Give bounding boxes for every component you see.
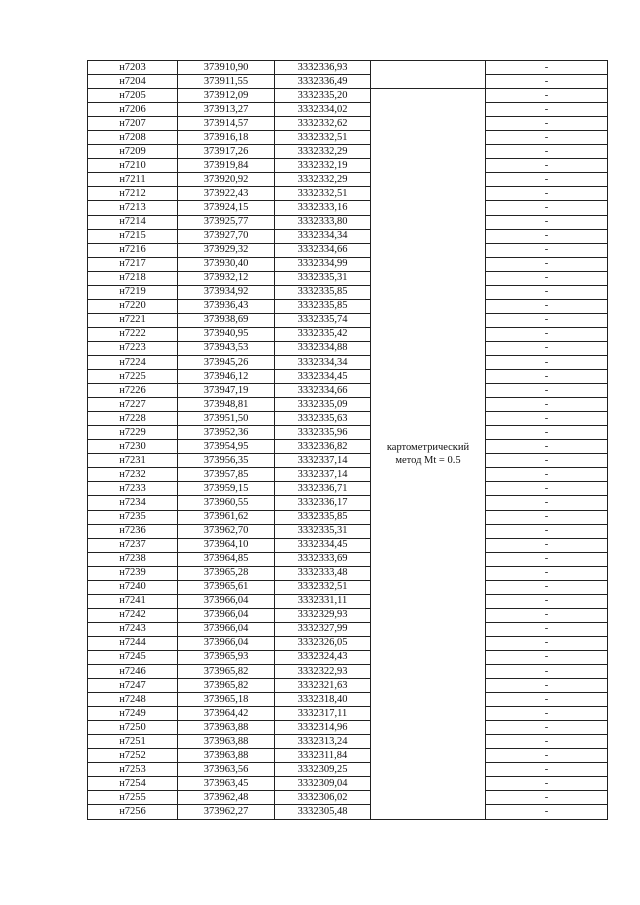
note-cell: - xyxy=(486,327,608,341)
note-cell: - xyxy=(486,159,608,173)
table-row xyxy=(88,229,608,243)
point-id-cell: н7241 xyxy=(88,594,178,608)
table-row xyxy=(88,89,608,103)
x-coordinate-cell: 373962,48 xyxy=(178,791,275,805)
note-cell: - xyxy=(486,636,608,650)
table-row xyxy=(88,763,608,777)
table-row xyxy=(88,426,608,440)
point-id-cell: н7219 xyxy=(88,285,178,299)
y-coordinate-cell: 3332335,09 xyxy=(275,398,371,412)
note-cell: - xyxy=(486,538,608,552)
table-row xyxy=(88,398,608,412)
x-coordinate-cell: 373916,18 xyxy=(178,131,275,145)
table-row xyxy=(88,75,608,89)
table-row xyxy=(88,370,608,384)
table-row xyxy=(88,665,608,679)
x-coordinate-cell: 373924,15 xyxy=(178,201,275,215)
x-coordinate-cell: 373964,85 xyxy=(178,552,275,566)
x-coordinate-cell: 373910,90 xyxy=(178,61,275,75)
x-coordinate-cell: 373964,42 xyxy=(178,707,275,721)
y-coordinate-cell: 3332321,63 xyxy=(275,679,371,693)
note-cell: - xyxy=(486,370,608,384)
y-coordinate-cell: 3332309,04 xyxy=(275,777,371,791)
point-id-cell: н7247 xyxy=(88,679,178,693)
x-coordinate-cell: 373966,04 xyxy=(178,622,275,636)
point-id-cell: н7240 xyxy=(88,580,178,594)
x-coordinate-cell: 373919,84 xyxy=(178,159,275,173)
x-coordinate-cell: 373911,55 xyxy=(178,75,275,89)
table-row xyxy=(88,103,608,117)
x-coordinate-cell: 373965,28 xyxy=(178,566,275,580)
note-cell: - xyxy=(486,791,608,805)
note-cell: - xyxy=(486,468,608,482)
x-coordinate-cell: 373946,12 xyxy=(178,370,275,384)
method-name: картометрический xyxy=(386,441,470,453)
point-id-cell: н7250 xyxy=(88,721,178,735)
note-cell: - xyxy=(486,229,608,243)
point-id-cell: н7216 xyxy=(88,243,178,257)
y-coordinate-cell: 3332335,31 xyxy=(275,271,371,285)
x-coordinate-cell: 373938,69 xyxy=(178,313,275,327)
point-id-cell: н7224 xyxy=(88,355,178,369)
x-coordinate-cell: 373964,10 xyxy=(178,538,275,552)
y-coordinate-cell: 3332332,51 xyxy=(275,131,371,145)
x-coordinate-cell: 373943,53 xyxy=(178,341,275,355)
point-id-cell: н7226 xyxy=(88,384,178,398)
point-id-cell: н7203 xyxy=(88,61,178,75)
point-id-cell: н7253 xyxy=(88,763,178,777)
note-cell: - xyxy=(486,398,608,412)
note-cell: - xyxy=(486,313,608,327)
point-id-cell: н7231 xyxy=(88,454,178,468)
y-coordinate-cell: 3332311,84 xyxy=(275,749,371,763)
note-cell: - xyxy=(486,594,608,608)
x-coordinate-cell: 373966,04 xyxy=(178,636,275,650)
y-coordinate-cell: 3332335,63 xyxy=(275,412,371,426)
y-coordinate-cell: 3332335,85 xyxy=(275,299,371,313)
y-coordinate-cell: 3332334,45 xyxy=(275,538,371,552)
point-id-cell: н7238 xyxy=(88,552,178,566)
note-cell: - xyxy=(486,707,608,721)
note-cell: - xyxy=(486,299,608,313)
y-coordinate-cell: 3332332,29 xyxy=(275,145,371,159)
note-cell: - xyxy=(486,721,608,735)
note-cell: - xyxy=(486,580,608,594)
point-id-cell: н7243 xyxy=(88,622,178,636)
y-coordinate-cell: 3332335,42 xyxy=(275,327,371,341)
y-coordinate-cell: 3332322,93 xyxy=(275,665,371,679)
note-cell: - xyxy=(486,552,608,566)
x-coordinate-cell: 373945,26 xyxy=(178,355,275,369)
x-coordinate-cell: 373922,43 xyxy=(178,187,275,201)
note-cell: - xyxy=(486,215,608,229)
x-coordinate-cell: 373965,61 xyxy=(178,580,275,594)
point-id-cell: н7255 xyxy=(88,791,178,805)
x-coordinate-cell: 373965,82 xyxy=(178,679,275,693)
note-cell: - xyxy=(486,566,608,580)
y-coordinate-cell: 3332305,48 xyxy=(275,805,371,819)
x-coordinate-cell: 373913,27 xyxy=(178,103,275,117)
table-row xyxy=(88,271,608,285)
point-id-cell: н7256 xyxy=(88,805,178,819)
table-row xyxy=(88,384,608,398)
note-cell: - xyxy=(486,412,608,426)
y-coordinate-cell: 3332317,11 xyxy=(275,707,371,721)
y-coordinate-cell: 3332332,62 xyxy=(275,117,371,131)
y-coordinate-cell: 3332333,69 xyxy=(275,552,371,566)
note-cell: - xyxy=(486,145,608,159)
note-cell: - xyxy=(486,482,608,496)
note-cell: - xyxy=(486,454,608,468)
x-coordinate-cell: 373914,57 xyxy=(178,117,275,131)
table-row xyxy=(88,131,608,145)
note-cell: - xyxy=(486,777,608,791)
y-coordinate-cell: 3332332,51 xyxy=(275,580,371,594)
x-coordinate-cell: 373940,95 xyxy=(178,327,275,341)
note-cell: - xyxy=(486,257,608,271)
x-coordinate-cell: 373934,92 xyxy=(178,285,275,299)
table-row xyxy=(88,791,608,805)
point-id-cell: н7210 xyxy=(88,159,178,173)
point-id-cell: н7222 xyxy=(88,327,178,341)
point-id-cell: н7254 xyxy=(88,777,178,791)
x-coordinate-cell: 373965,82 xyxy=(178,665,275,679)
note-cell: - xyxy=(486,201,608,215)
y-coordinate-cell: 3332324,43 xyxy=(275,650,371,664)
y-coordinate-cell: 3332329,93 xyxy=(275,608,371,622)
point-id-cell: н7225 xyxy=(88,370,178,384)
table-row xyxy=(88,117,608,131)
note-cell: - xyxy=(486,285,608,299)
note-cell: - xyxy=(486,608,608,622)
table-row xyxy=(88,566,608,580)
note-cell: - xyxy=(486,510,608,524)
method-cell-empty xyxy=(371,61,486,89)
note-cell: - xyxy=(486,665,608,679)
y-coordinate-cell: 3332332,51 xyxy=(275,187,371,201)
point-id-cell: н7246 xyxy=(88,665,178,679)
x-coordinate-cell: 373966,04 xyxy=(178,594,275,608)
x-coordinate-cell: 373963,88 xyxy=(178,749,275,763)
note-cell: - xyxy=(486,89,608,103)
table-row xyxy=(88,482,608,496)
y-coordinate-cell: 3332335,74 xyxy=(275,313,371,327)
point-id-cell: н7236 xyxy=(88,524,178,538)
table-row xyxy=(88,693,608,707)
table-row xyxy=(88,524,608,538)
point-id-cell: н7227 xyxy=(88,398,178,412)
y-coordinate-cell: 3332335,31 xyxy=(275,524,371,538)
note-cell: - xyxy=(486,355,608,369)
x-coordinate-cell: 373920,92 xyxy=(178,173,275,187)
point-id-cell: н7204 xyxy=(88,75,178,89)
x-coordinate-cell: 373965,18 xyxy=(178,693,275,707)
table-row xyxy=(88,257,608,271)
coordinates-table-body xyxy=(88,61,608,820)
x-coordinate-cell: 373966,04 xyxy=(178,608,275,622)
x-coordinate-cell: 373930,40 xyxy=(178,257,275,271)
point-id-cell: н7212 xyxy=(88,187,178,201)
y-coordinate-cell: 3332334,45 xyxy=(275,370,371,384)
y-coordinate-cell: 3332331,11 xyxy=(275,594,371,608)
note-cell: - xyxy=(486,103,608,117)
x-coordinate-cell: 373917,26 xyxy=(178,145,275,159)
note-cell: - xyxy=(486,173,608,187)
point-id-cell: н7230 xyxy=(88,440,178,454)
table-row xyxy=(88,735,608,749)
y-coordinate-cell: 3332337,14 xyxy=(275,468,371,482)
note-cell: - xyxy=(486,805,608,819)
table-row xyxy=(88,440,608,454)
x-coordinate-cell: 373912,09 xyxy=(178,89,275,103)
point-id-cell: н7214 xyxy=(88,215,178,229)
y-coordinate-cell: 3332336,49 xyxy=(275,75,371,89)
method-cell xyxy=(371,89,486,819)
y-coordinate-cell: 3332336,93 xyxy=(275,61,371,75)
x-coordinate-cell: 373963,45 xyxy=(178,777,275,791)
x-coordinate-cell: 373963,88 xyxy=(178,721,275,735)
table-row xyxy=(88,187,608,201)
point-id-cell: н7245 xyxy=(88,650,178,664)
x-coordinate-cell: 373957,85 xyxy=(178,468,275,482)
y-coordinate-cell: 3332334,34 xyxy=(275,229,371,243)
x-coordinate-cell: 373947,19 xyxy=(178,384,275,398)
point-id-cell: н7252 xyxy=(88,749,178,763)
x-coordinate-cell: 373954,95 xyxy=(178,440,275,454)
point-id-cell: н7239 xyxy=(88,566,178,580)
y-coordinate-cell: 3332333,16 xyxy=(275,201,371,215)
y-coordinate-cell: 3332334,99 xyxy=(275,257,371,271)
y-coordinate-cell: 3332332,29 xyxy=(275,173,371,187)
point-id-cell: н7218 xyxy=(88,271,178,285)
x-coordinate-cell: 373963,56 xyxy=(178,763,275,777)
y-coordinate-cell: 3332335,85 xyxy=(275,285,371,299)
note-cell: - xyxy=(486,271,608,285)
x-coordinate-cell: 373959,15 xyxy=(178,482,275,496)
table-row xyxy=(88,201,608,215)
coordinates-table xyxy=(87,60,608,820)
y-coordinate-cell: 3332336,17 xyxy=(275,496,371,510)
point-id-cell: н7248 xyxy=(88,693,178,707)
note-cell: - xyxy=(486,341,608,355)
x-coordinate-cell: 373961,62 xyxy=(178,510,275,524)
point-id-cell: н7233 xyxy=(88,482,178,496)
table-row xyxy=(88,510,608,524)
x-coordinate-cell: 373932,12 xyxy=(178,271,275,285)
table-row xyxy=(88,679,608,693)
x-coordinate-cell: 373927,70 xyxy=(178,229,275,243)
note-cell: - xyxy=(486,117,608,131)
y-coordinate-cell: 3332334,66 xyxy=(275,384,371,398)
table-row xyxy=(88,650,608,664)
y-coordinate-cell: 3332309,25 xyxy=(275,763,371,777)
y-coordinate-cell: 3332334,02 xyxy=(275,103,371,117)
note-cell: - xyxy=(486,749,608,763)
note-cell: - xyxy=(486,524,608,538)
y-coordinate-cell: 3332336,82 xyxy=(275,440,371,454)
y-coordinate-cell: 3332336,71 xyxy=(275,482,371,496)
note-cell: - xyxy=(486,650,608,664)
y-coordinate-cell: 3332313,24 xyxy=(275,735,371,749)
table-row xyxy=(88,454,608,468)
point-id-cell: н7215 xyxy=(88,229,178,243)
point-id-cell: н7221 xyxy=(88,313,178,327)
table-row xyxy=(88,608,608,622)
point-id-cell: н7211 xyxy=(88,173,178,187)
table-row xyxy=(88,580,608,594)
point-id-cell: н7207 xyxy=(88,117,178,131)
x-coordinate-cell: 373929,32 xyxy=(178,243,275,257)
note-cell: - xyxy=(486,440,608,454)
point-id-cell: н7217 xyxy=(88,257,178,271)
x-coordinate-cell: 373951,50 xyxy=(178,412,275,426)
note-cell: - xyxy=(486,131,608,145)
note-cell: - xyxy=(486,243,608,257)
x-coordinate-cell: 373960,55 xyxy=(178,496,275,510)
note-cell: - xyxy=(486,735,608,749)
table-row xyxy=(88,496,608,510)
note-cell: - xyxy=(486,679,608,693)
point-id-cell: н7251 xyxy=(88,735,178,749)
table-row xyxy=(88,243,608,257)
point-id-cell: н7220 xyxy=(88,299,178,313)
x-coordinate-cell: 373962,27 xyxy=(178,805,275,819)
point-id-cell: н7209 xyxy=(88,145,178,159)
y-coordinate-cell: 3332306,02 xyxy=(275,791,371,805)
table-row xyxy=(88,805,608,819)
x-coordinate-cell: 373925,77 xyxy=(178,215,275,229)
note-cell: - xyxy=(486,693,608,707)
point-id-cell: н7228 xyxy=(88,412,178,426)
method-accuracy: метод Mt = 0.5 xyxy=(395,454,461,466)
table-row xyxy=(88,299,608,313)
table-row xyxy=(88,285,608,299)
point-id-cell: н7206 xyxy=(88,103,178,117)
note-cell: - xyxy=(486,426,608,440)
point-id-cell: н7234 xyxy=(88,496,178,510)
note-cell: - xyxy=(486,187,608,201)
table-row xyxy=(88,538,608,552)
table-row xyxy=(88,721,608,735)
table-row xyxy=(88,341,608,355)
y-coordinate-cell: 3332335,85 xyxy=(275,510,371,524)
x-coordinate-cell: 373962,70 xyxy=(178,524,275,538)
table-row xyxy=(88,173,608,187)
table-row xyxy=(88,412,608,426)
y-coordinate-cell: 3332332,19 xyxy=(275,159,371,173)
y-coordinate-cell: 3332333,80 xyxy=(275,215,371,229)
table-row xyxy=(88,594,608,608)
point-id-cell: н7205 xyxy=(88,89,178,103)
table-row xyxy=(88,61,608,75)
table-row xyxy=(88,313,608,327)
table-row xyxy=(88,468,608,482)
point-id-cell: н7249 xyxy=(88,707,178,721)
table-row xyxy=(88,636,608,650)
table-row xyxy=(88,215,608,229)
y-coordinate-cell: 3332318,40 xyxy=(275,693,371,707)
point-id-cell: н7244 xyxy=(88,636,178,650)
y-coordinate-cell: 3332335,96 xyxy=(275,426,371,440)
x-coordinate-cell: 373936,43 xyxy=(178,299,275,313)
note-cell: - xyxy=(486,61,608,75)
x-coordinate-cell: 373956,35 xyxy=(178,454,275,468)
y-coordinate-cell: 3332314,96 xyxy=(275,721,371,735)
y-coordinate-cell: 3332327,99 xyxy=(275,622,371,636)
point-id-cell: н7237 xyxy=(88,538,178,552)
point-id-cell: н7232 xyxy=(88,468,178,482)
note-cell: - xyxy=(486,496,608,510)
table-row xyxy=(88,355,608,369)
y-coordinate-cell: 3332333,48 xyxy=(275,566,371,580)
point-id-cell: н7229 xyxy=(88,426,178,440)
y-coordinate-cell: 3332334,66 xyxy=(275,243,371,257)
table-row xyxy=(88,552,608,566)
table-row xyxy=(88,159,608,173)
point-id-cell: н7235 xyxy=(88,510,178,524)
table-row xyxy=(88,777,608,791)
point-id-cell: н7208 xyxy=(88,131,178,145)
point-id-cell: н7242 xyxy=(88,608,178,622)
table-row xyxy=(88,145,608,159)
table-row xyxy=(88,707,608,721)
note-cell: - xyxy=(486,622,608,636)
note-cell: - xyxy=(486,763,608,777)
note-cell: - xyxy=(486,384,608,398)
x-coordinate-cell: 373952,36 xyxy=(178,426,275,440)
y-coordinate-cell: 3332337,14 xyxy=(275,454,371,468)
table-row xyxy=(88,327,608,341)
y-coordinate-cell: 3332334,88 xyxy=(275,341,371,355)
x-coordinate-cell: 373948,81 xyxy=(178,398,275,412)
y-coordinate-cell: 3332334,34 xyxy=(275,355,371,369)
point-id-cell: н7213 xyxy=(88,201,178,215)
table-row xyxy=(88,749,608,763)
y-coordinate-cell: 3332335,20 xyxy=(275,89,371,103)
x-coordinate-cell: 373963,88 xyxy=(178,735,275,749)
note-cell: - xyxy=(486,75,608,89)
x-coordinate-cell: 373965,93 xyxy=(178,650,275,664)
table-row xyxy=(88,622,608,636)
point-id-cell: н7223 xyxy=(88,341,178,355)
y-coordinate-cell: 3332326,05 xyxy=(275,636,371,650)
